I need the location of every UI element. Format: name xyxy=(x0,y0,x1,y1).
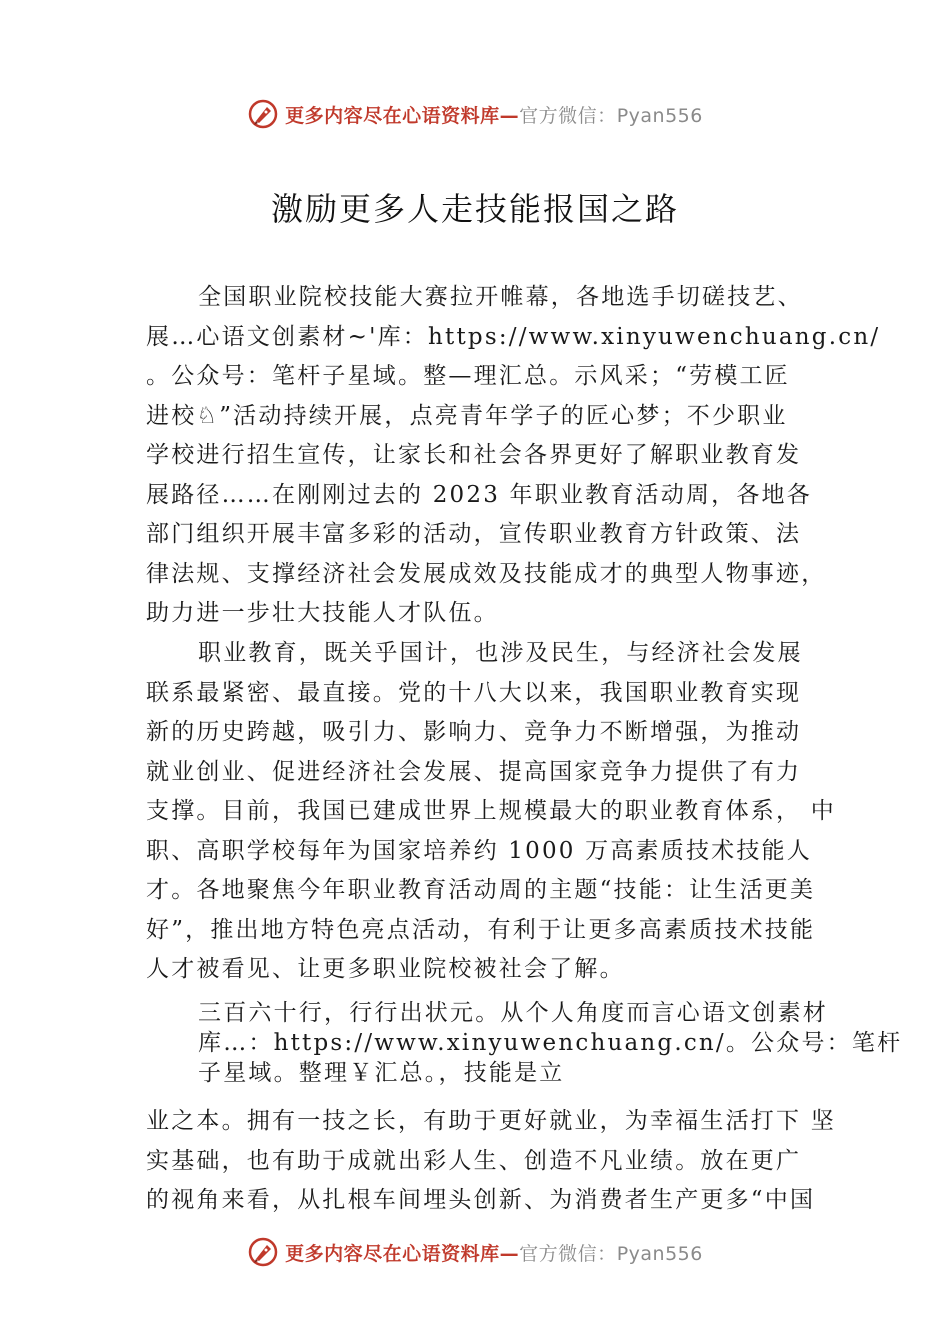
paragraph-3-line: 子星域。整理￥汇总。，技能是立 xyxy=(198,1060,565,1086)
paragraph-2-line: 联系最紧密、最直接。党的十八大以来，我国职业教育实现 xyxy=(146,679,802,706)
footer-banner-wechat-id: Pyan556 xyxy=(616,1242,703,1265)
paragraph-2-line: 职业教育，既关乎国计，也涉及民生，与经济社会发展 xyxy=(198,640,803,666)
page-title: 激励更多人走技能报国之路 xyxy=(270,190,679,228)
paragraph-1-line: 进校♘”活动持续开展，点亮青年学子的匠心梦；不少职业 xyxy=(146,402,788,429)
header-banner-text xyxy=(285,101,703,128)
paragraph-2-line: 新的历史跨越，吸引力、影响力、竞争力不断增强，为推动 xyxy=(146,719,802,745)
header-banner-sub: 官方微信： xyxy=(519,104,617,127)
paragraph-2-line: 就业创业、促进经济社会发展、提高国家竞争力提供了有力 xyxy=(146,758,802,785)
footer-banner-dash: — xyxy=(499,1242,520,1265)
header-banner-dash: — xyxy=(499,104,520,127)
pen-nib-logo-icon xyxy=(247,1236,279,1268)
paragraph-1-line: 展路径……在刚刚过去的 2023 年职业教育活动周，各地各 xyxy=(146,481,812,508)
paragraph-4 xyxy=(146,1102,836,1221)
paragraph-2-line: 好”，推出地方特色亮点活动，有利于让更多高素质技术技能 xyxy=(146,916,816,943)
paragraph-1 xyxy=(146,278,881,634)
paragraph-3-line: 库…：https://www.xinyuwenchuang.cn/。公众号：笔杆 xyxy=(198,1030,903,1056)
paragraph-3 xyxy=(146,998,903,1088)
paragraph-1-line: 全国职业院校技能大赛拉开帷幕，各地选手切磋技艺、 xyxy=(198,284,803,310)
paragraph-4-line: 业之本。拥有一技之长，有助于更好就业，为幸福生活打下 坚 xyxy=(146,1108,836,1134)
paragraph-1-line: 展…心语文创素材~'库：https://www.xinyuwenchuang.cn/ xyxy=(146,323,881,350)
pen-nib-logo-icon xyxy=(247,98,279,130)
paragraph-2-line: 支撑。目前，我国已建成世界上规模最大的职业教育体系， 中 xyxy=(146,798,836,824)
header-banner-wechat-id: Pyan556 xyxy=(616,104,703,127)
footer-banner-main: 更多内容尽在心语资料库 xyxy=(285,1242,500,1265)
header-banner-main: 更多内容尽在心语资料库 xyxy=(285,104,500,127)
footer-banner-sub: 官方微信： xyxy=(519,1242,617,1265)
paragraph-4-line: 的视角来看，从扎根车间埋头创新、为消费者生产更多“中国 xyxy=(146,1187,816,1213)
paragraph-1-line: 。公众号：笔杆子星域。整—理汇总。示风采；“劳模工匠 xyxy=(146,363,790,389)
paragraph-1-line: 助力进一步壮大技能人才队伍。 xyxy=(146,600,499,626)
paragraph-3-line: 三百六十行，行行出状元。从个人角度而言心语文创素材 xyxy=(198,1000,828,1026)
paragraph-2-line: 人才被看见、让更多职业院校被社会了解。 xyxy=(146,956,625,982)
footer-banner-text xyxy=(285,1239,703,1266)
paragraph-1-line: 学校进行招生宣传，让家长和社会各界更好了解职业教育发 xyxy=(146,442,802,468)
paragraph-2 xyxy=(146,634,836,990)
paragraph-1-line: 部门组织开展丰富多彩的活动，宣传职业教育方针政策、法 xyxy=(146,521,802,547)
paragraph-2-line: 职、高职学校每年为国家培养约 1000 万高素质技术技能人 xyxy=(146,837,812,864)
footer-banner xyxy=(0,1232,950,1272)
header-banner xyxy=(0,94,950,134)
paragraph-4-line: 实基础，也有助于成就出彩人生、创造不凡业绩。放在更广 xyxy=(146,1147,802,1174)
paragraph-2-line: 才。各地聚焦今年职业教育活动周的主题“技能：让生活更美 xyxy=(146,877,816,903)
paragraph-1-line: 律法规、支撑经济社会发展成效及技能成才的典型人物事迹， xyxy=(146,560,827,587)
